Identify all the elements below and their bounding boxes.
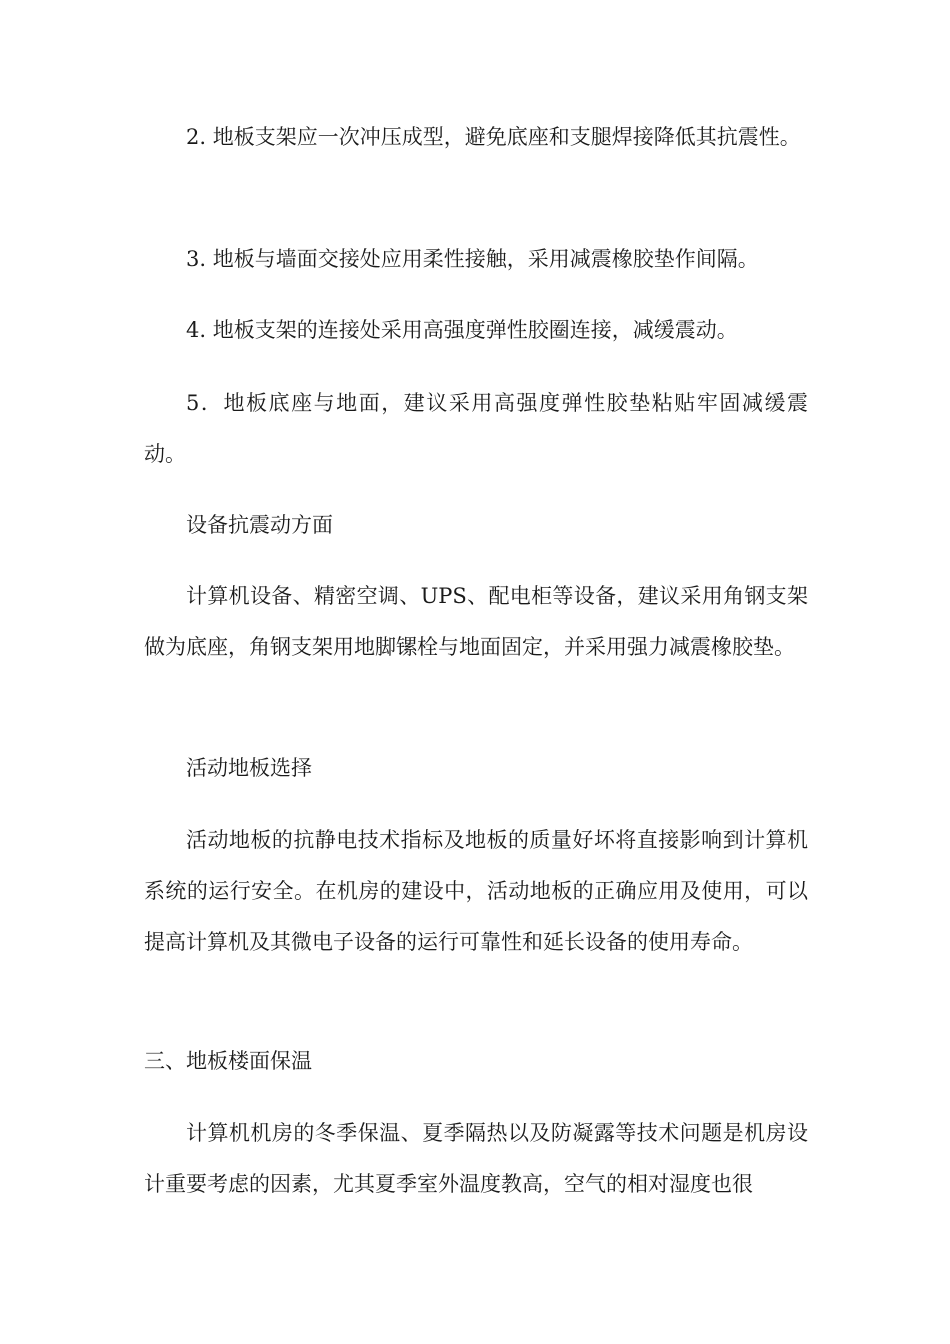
paragraph-equipment-angle-steel: 计算机设备、精密空调、UPS、配电柜等设备，建议采用角钢支架做为底座，角钢支架用地脚镙栓与地面固定，并采用强力减震橡胶垫。 — [144, 584, 808, 659]
paragraph-floor-base-ground: 5．地板底座与地面，建议采用高强度弹性胶垫粘贴牢固减缓震动。 — [144, 391, 808, 466]
paragraph-floor-bracket-stamping: 2. 地板支架应一次冲压成型，避免底座和支腿焊接降低其抗震性。 — [186, 125, 801, 149]
heading-equipment-seismic: 设备抗震动方面 — [186, 513, 333, 537]
heading-raised-floor-selection: 活动地板选择 — [186, 756, 312, 780]
paragraph-floor-wall-junction: 3. 地板与墙面交接处应用柔性接触，采用减震橡胶垫作间隔。 — [186, 247, 759, 271]
paragraph-raised-floor-antistatic: 活动地板的抗静电技术指标及地板的质量好坏将直接影响到计算机系统的运行安全。在机房的建设中，活动地板的正确应用及使用，可以提高计算机及其微电子设备的运行可靠性和延长设备的使用寿命。 — [144, 828, 808, 954]
paragraph-bracket-connection: 4. 地板支架的连接处采用高强度弹性胶圈连接，减缓震动。 — [186, 318, 738, 342]
paragraph-room-insulation: 计算机机房的冬季保温、夏季隔热以及防凝露等技术问题是机房设计重要考虑的因素，尤其夏季室外温度教高，空气的相对湿度也很 — [144, 1121, 808, 1196]
heading-floor-insulation: 三、地板楼面保温 — [144, 1049, 312, 1073]
